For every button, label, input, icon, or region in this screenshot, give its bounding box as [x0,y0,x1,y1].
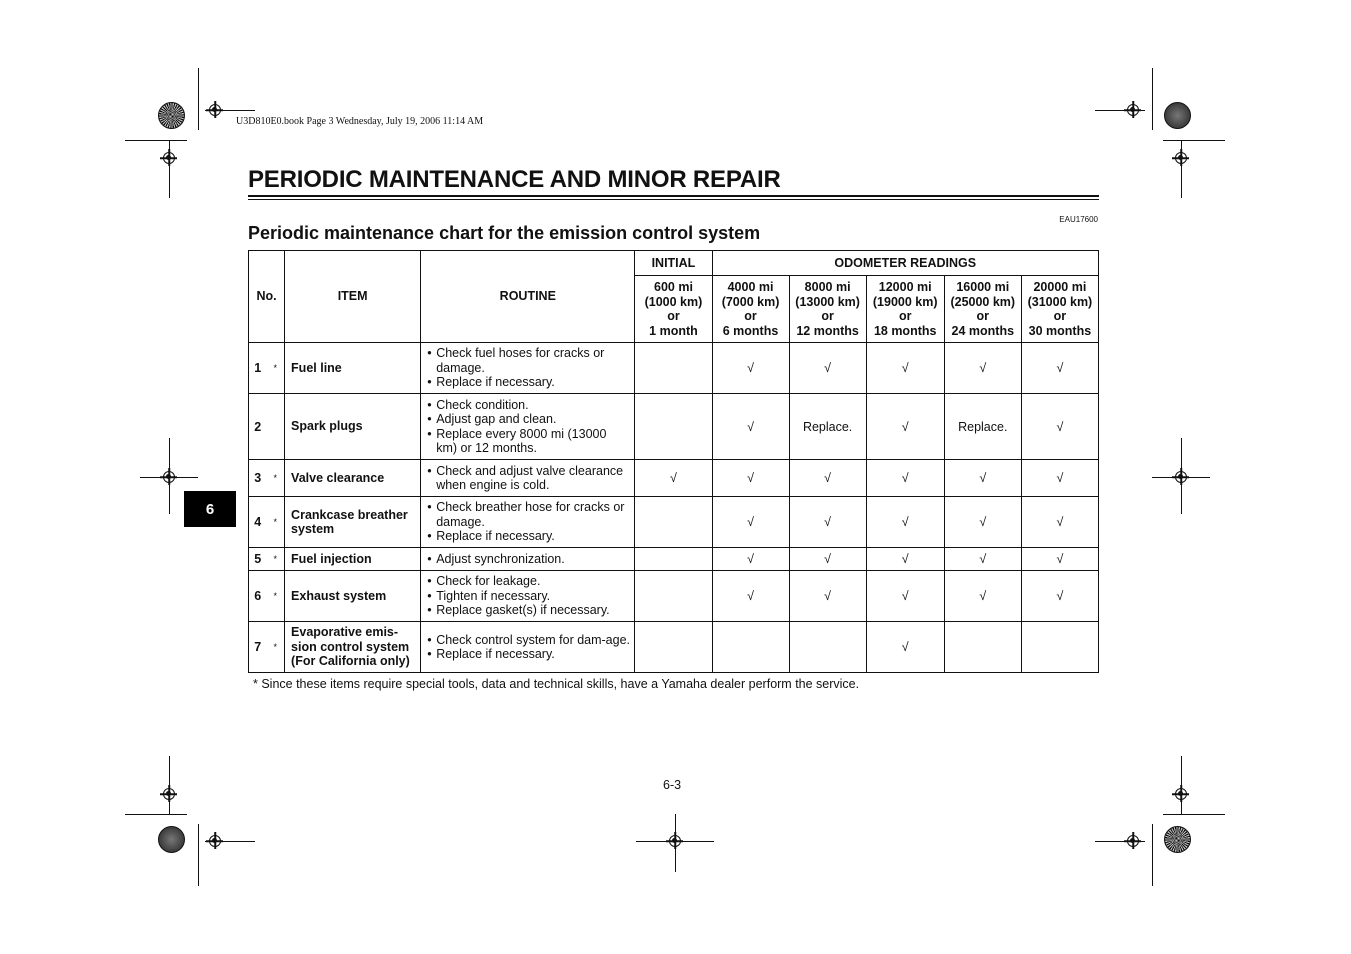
service-mark: √ [944,497,1021,548]
header-routine: ROUTINE [421,251,635,343]
table-row [249,548,1099,571]
routine-cell [421,571,635,622]
service-mark: √ [1021,343,1098,394]
routine-step: Replace if necessary. [436,529,555,544]
interval-header-line: or [667,309,680,323]
routine-cell [421,622,635,673]
routine-step: Replace if necessary. [436,647,555,661]
row-number: 1 [249,343,267,394]
interval-header-line: 4000 mi [727,280,774,294]
document-code: EAU17600 [1059,215,1098,224]
row-number: 6 [249,571,267,622]
service-mark: √ [712,497,789,548]
interval-header [635,276,712,343]
service-mark: √ [1021,548,1098,571]
row-number: 4 [249,497,267,548]
registration-burst-icon [1164,102,1191,129]
dealer-service-marker: * [267,548,285,571]
service-mark: √ [944,548,1021,571]
interval-header-line: (7000 km) [721,294,780,309]
interval-header [712,276,789,343]
service-mark: √ [1021,571,1098,622]
table-row [249,571,1099,622]
service-mark: √ [789,497,866,548]
item-name: Exhaust system [285,571,421,622]
dealer-service-marker: * [267,622,285,673]
routine-cell [421,548,635,571]
service-mark [635,548,712,571]
routine-step: Replace every 8000 mi (13000 km) or 12 months. [436,426,607,455]
interval-header-line: or [976,309,990,323]
row-number: 7 [249,622,267,673]
item-name: Fuel injection [285,548,421,571]
header-initial: INITIAL [635,251,712,276]
registration-burst-icon [1164,826,1191,853]
service-mark: Replace. [789,394,866,460]
service-mark [635,394,712,460]
row-number: 3 [249,460,267,497]
service-mark: √ [712,460,789,497]
interval-header-line: 24 months [951,323,1015,338]
table-row [249,460,1099,497]
interval-header-line: or [821,309,834,323]
service-mark [635,497,712,548]
service-mark: √ [712,394,789,460]
dealer-service-marker: * [267,497,285,548]
service-mark: √ [866,394,944,460]
routine-cell [421,460,635,497]
registration-burst-icon [158,826,185,853]
interval-header-line: or [898,309,912,323]
interval-header-line: 6 months [722,323,779,338]
routine-step: Adjust gap and clean. [436,412,557,426]
interval-header-line: (1000 km) [644,294,703,309]
dealer-service-marker: * [267,343,285,394]
interval-header-line: (19000 km) [872,294,938,309]
routine-step: Check fuel hoses for cracks or damage. [436,346,605,375]
item-name: Evaporative emis-sion control system (For California only) [285,622,421,673]
registration-burst-icon [158,102,185,129]
title-rule [248,199,1099,200]
page-title: PERIODIC MAINTENANCE AND MINOR REPAIR [248,166,781,193]
interval-header [866,276,944,343]
row-number: 2 [249,394,267,460]
service-mark: √ [866,460,944,497]
service-mark [789,622,866,673]
table-row [249,343,1099,394]
service-mark: √ [866,571,944,622]
table-row [249,394,1099,460]
service-mark: √ [712,343,789,394]
interval-header-line: 12000 mi [878,280,932,294]
print-header: U3D810E0.book Page 3 Wednesday, July 19, 2006 11:14 AM [236,116,484,127]
service-mark [1021,622,1098,673]
service-mark: √ [712,548,789,571]
row-number: 5 [249,548,267,571]
service-mark: √ [789,343,866,394]
service-mark: √ [635,460,712,497]
service-mark: √ [944,571,1021,622]
maintenance-table [248,250,1099,673]
table-row [249,497,1099,548]
service-mark: √ [944,460,1021,497]
service-mark [635,343,712,394]
service-mark [944,622,1021,673]
service-mark: √ [789,571,866,622]
interval-header-line: 30 months [1028,323,1092,338]
dealer-service-marker [267,394,285,460]
title-rule [248,195,1099,197]
routine-step: Check and adjust valve clearance when engine is cold. [436,463,624,492]
section-title: Periodic maintenance chart for the emission control system [248,223,761,243]
routine-step: Check for leakage. [436,574,541,589]
interval-header-line: (31000 km) [1027,294,1093,309]
interval-header-line: 8000 mi [804,280,851,294]
service-mark: √ [1021,460,1098,497]
page-number: 6-3 [663,778,682,792]
service-mark: √ [866,497,944,548]
dealer-service-marker: * [267,460,285,497]
header-no: No. [249,251,285,343]
routine-cell [421,343,635,394]
service-mark: √ [1021,394,1098,460]
item-name: Valve clearance [285,460,421,497]
interval-header [1021,276,1098,343]
interval-header-line: 16000 mi [956,280,1010,294]
item-name: Fuel line [285,343,421,394]
service-mark: √ [866,622,944,673]
routine-step: Check control system for dam-age. [436,632,631,647]
routine-step: Replace if necessary. [436,375,555,390]
service-mark [635,571,712,622]
service-mark: √ [866,343,944,394]
service-mark [712,622,789,673]
routine-step: Adjust synchronization. [436,551,565,566]
interval-header [789,276,866,343]
service-mark: Replace. [944,394,1021,460]
dealer-service-marker: * [267,571,285,622]
routine-cell [421,497,635,548]
routine-cell [421,394,635,460]
interval-header-line: 1 month [649,323,698,338]
routine-step: Replace gasket(s) if necessary. [436,603,610,618]
service-mark: √ [866,548,944,571]
service-mark: √ [712,571,789,622]
table-row [249,622,1099,673]
header-item: ITEM [285,251,421,343]
interval-header-line: or [744,309,757,323]
routine-step: Check breather hose for cracks or damage. [436,500,625,529]
interval-header-line: (25000 km) [950,294,1016,309]
item-name: Crankcase breather system [285,497,421,548]
interval-header-line: 18 months [873,323,937,338]
interval-header-line: or [1053,309,1067,323]
chapter-tab: 6 [184,491,236,527]
interval-header-line: (13000 km) [795,294,860,309]
routine-step: Tighten if necessary. [436,588,551,603]
interval-header [944,276,1021,343]
interval-header-line: 12 months [796,323,859,338]
service-mark: √ [789,548,866,571]
service-mark: √ [1021,497,1098,548]
item-name: Spark plugs [285,394,421,460]
routine-step: Check condition. [436,397,529,412]
service-mark [635,622,712,673]
footnote: * Since these items require special tools, data and technical skills, have a Yamaha dealer perform the service. [253,677,860,691]
header-odometer: ODOMETER READINGS [712,251,1099,276]
service-mark: √ [944,343,1021,394]
interval-header-line: 20000 mi [1033,280,1087,294]
interval-header-line: 600 mi [654,280,693,294]
service-mark: √ [789,460,866,497]
